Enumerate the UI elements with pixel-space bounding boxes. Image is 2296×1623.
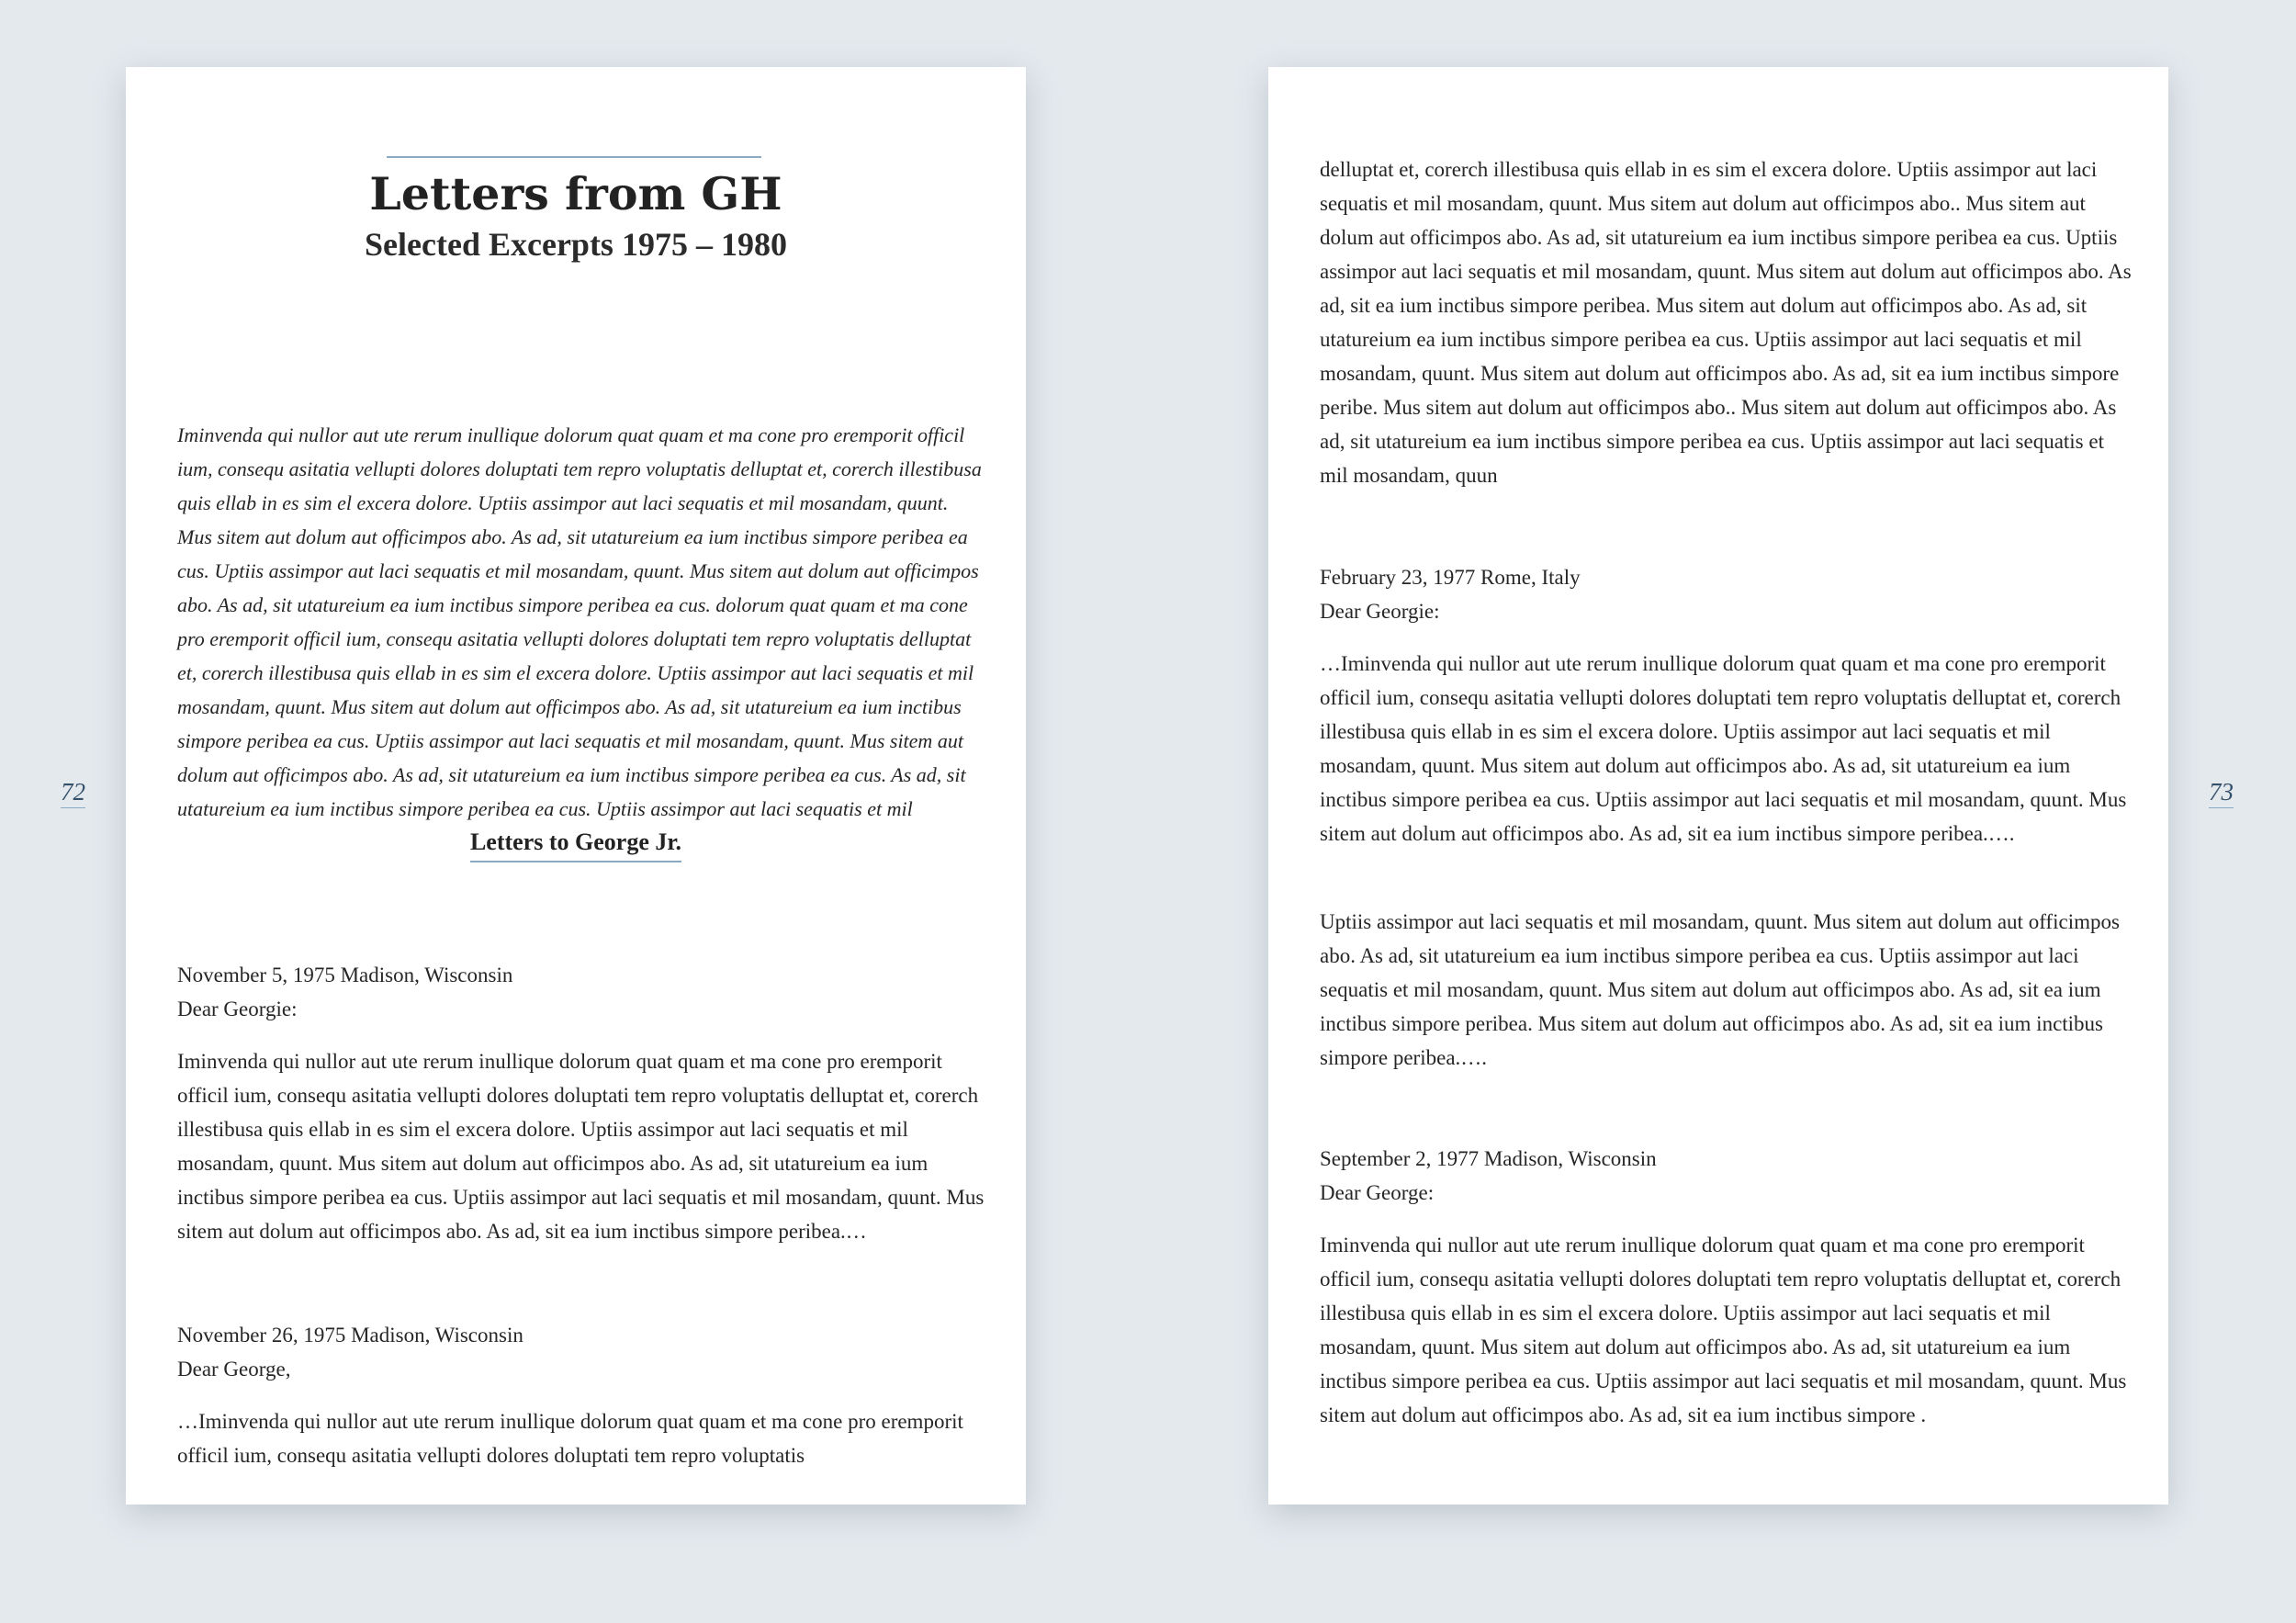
letter3-dateline: February 23, 1977 Rome, Italy [1320, 566, 1581, 589]
section-heading [126, 827, 1026, 862]
letter4-salutation: Dear George: [1320, 1181, 1435, 1204]
book-subtitle: Selected Excerpts 1975 – 1980 [365, 226, 787, 263]
intro-paragraph: Iminvenda qui nullor aut ute rerum inullique dolorum quat quam et ma cone pro eremporit officil ium, consequ asitatia vellupti dolores doluptati tem repro voluptatis delluptat et, corerch illestibusa quis ellab in es sim el excera dolore. Uptiis assimpor aut laci sequatis et mil mosandam, quunt. Mus sitem aut dolum aut officimpos abo. As ad, sit utatureium ea ium inctibus simpore peribea ea cus. Uptiis assimpor aut laci sequatis et mil mosandam, quunt. Mus sitem aut dolum aut officimpos abo. As ad, sit utatureium ea ium inctibus simpore peribea ea cus. dolorum quat quam et ma cone pro eremporit officil ium, consequ asitatia vellupti dolores doluptati tem repro voluptatis delluptat et, corerch illestibusa quis ellab in es sim el excera dolore. Uptiis assimpor aut laci sequatis et mil mosandam, quunt. Mus sitem aut dolum aut officimpos abo. As ad, sit utatureium ea ium inctibus simpore peribea ea cus. Uptiis assimpor aut laci sequatis et mil mosandam, quunt. Mus sitem aut dolum aut officimpos abo. As ad, sit utatureium ea ium inctibus simpore peribea ea cus. As ad, sit utatureium ea ium inctibus simpore peribea ea cus. Uptiis assimpor aut laci sequatis et mil [177, 423, 982, 820]
section-heading-label: Letters to George Jr. [470, 827, 681, 862]
title-rule [387, 156, 761, 158]
letter1-body: Iminvenda qui nullor aut ute rerum inullique dolorum quat quam et ma cone pro eremporit officil ium, consequ asitatia vellupti dolores doluptati tem repro voluptatis delluptat et, corerch illestibusa quis ellab in es sim el excera dolore. Uptiis assimpor aut laci sequatis et mil mosandam, quunt. Mus sitem aut dolum aut officimpos abo. As ad, sit utatureium ea ium inctibus simpore peribea ea cus. Uptiis assimpor aut laci sequatis et mil mosandam, quunt. Mus sitem aut dolum aut officimpos abo. As ad, sit ea ium inctibus simpore peribea.… [177, 1050, 985, 1243]
letter3-salutation: Dear Georgie: [1320, 600, 1440, 623]
letter4-dateline: September 2, 1977 Madison, Wisconsin [1320, 1147, 1657, 1170]
continuation-paragraph: delluptat et, corerch illestibusa quis ellab in es sim el excera dolore. Uptiis assimpor aut laci sequatis et mil mosandam, quunt. Mus sitem aut dolum aut officimpos abo.. Mus sitem aut dolum aut officimpos abo. As ad, sit utatureium ea ium inctibus simpore peribea ea cus. Uptiis assimpor aut laci sequatis et mil mosandam, quunt. Mus sitem aut dolum aut officimpos abo. As ad, sit ea ium inctibus simpore peribea. Mus sitem aut dolum aut officimpos abo. As ad, sit utatureium ea ium inctibus simpore peribea ea cus. Uptiis assimpor aut laci sequatis et mil mosandam, quunt. Mus sitem aut dolum aut officimpos abo. As ad, sit ea ium inctibus simpore peribe. Mus sitem aut dolum aut officimpos abo.. Mus sitem aut dolum aut officimpos abo. As ad, sit utatureium ea ium inctibus simpore peribea ea cus. Uptiis assimpor aut laci sequatis et mil mosandam, quun [1320, 158, 2132, 487]
letter3-body-continued: Uptiis assimpor aut laci sequatis et mil mosandam, quunt. Mus sitem aut dolum aut officimpos abo. As ad, sit utatureium ea ium inctibus simpore peribea ea cus. Uptiis assimpor aut laci sequatis et mil mosandam, quunt. Mus sitem aut dolum aut officimpos abo. As ad, sit ea ium inctibus simpore peribea. Mus sitem aut dolum aut officimpos abo. As ad, sit ea ium inctibus simpore peribea.…. [1320, 910, 2120, 1069]
letter1-salutation: Dear Georgie: [177, 997, 298, 1020]
letter1-dateline: November 5, 1975 Madison, Wisconsin [177, 964, 513, 986]
letter2-body: …Iminvenda qui nullor aut ute rerum inullique dolorum quat quam et ma cone pro eremporit officil ium, consequ asitatia vellupti dolores doluptati tem repro voluptatis [177, 1410, 963, 1467]
left-page [126, 67, 1026, 1505]
right-page [1268, 67, 2168, 1505]
letter2-dateline: November 26, 1975 Madison, Wisconsin [177, 1324, 523, 1347]
page-number-left: 72 [61, 778, 85, 808]
page-number-right: 73 [2209, 778, 2234, 808]
letter4-body: Iminvenda qui nullor aut ute rerum inullique dolorum quat quam et ma cone pro eremporit officil ium, consequ asitatia vellupti dolores doluptati tem repro voluptatis delluptat et, corerch illestibusa quis ellab in es sim el excera dolore. Uptiis assimpor aut laci sequatis et mil mosandam, quunt. Mus sitem aut dolum aut officimpos abo. As ad, sit utatureium ea ium inctibus simpore peribea ea cus. Uptiis assimpor aut laci sequatis et mil mosandam, quunt. Mus sitem aut dolum aut officimpos abo. As ad, sit ea ium inctibus simpore . [1320, 1234, 2127, 1426]
letter2-salutation: Dear George, [177, 1358, 291, 1381]
letter3-body: …Iminvenda qui nullor aut ute rerum inullique dolorum quat quam et ma cone pro eremporit officil ium, consequ asitatia vellupti dolores doluptati tem repro voluptatis delluptat et, corerch illestibusa quis ellab in es sim el excera dolore. Uptiis assimpor aut laci sequatis et mil mosandam, quunt. Mus sitem aut dolum aut officimpos abo. As ad, sit utatureium ea ium inctibus simpore peribea ea cus. Uptiis assimpor aut laci sequatis et mil mosandam, quunt. Mus sitem aut dolum aut officimpos abo. As ad, sit ea ium inctibus simpore peribea.…. [1320, 652, 2127, 845]
book-title: Letters from GH [369, 167, 782, 220]
